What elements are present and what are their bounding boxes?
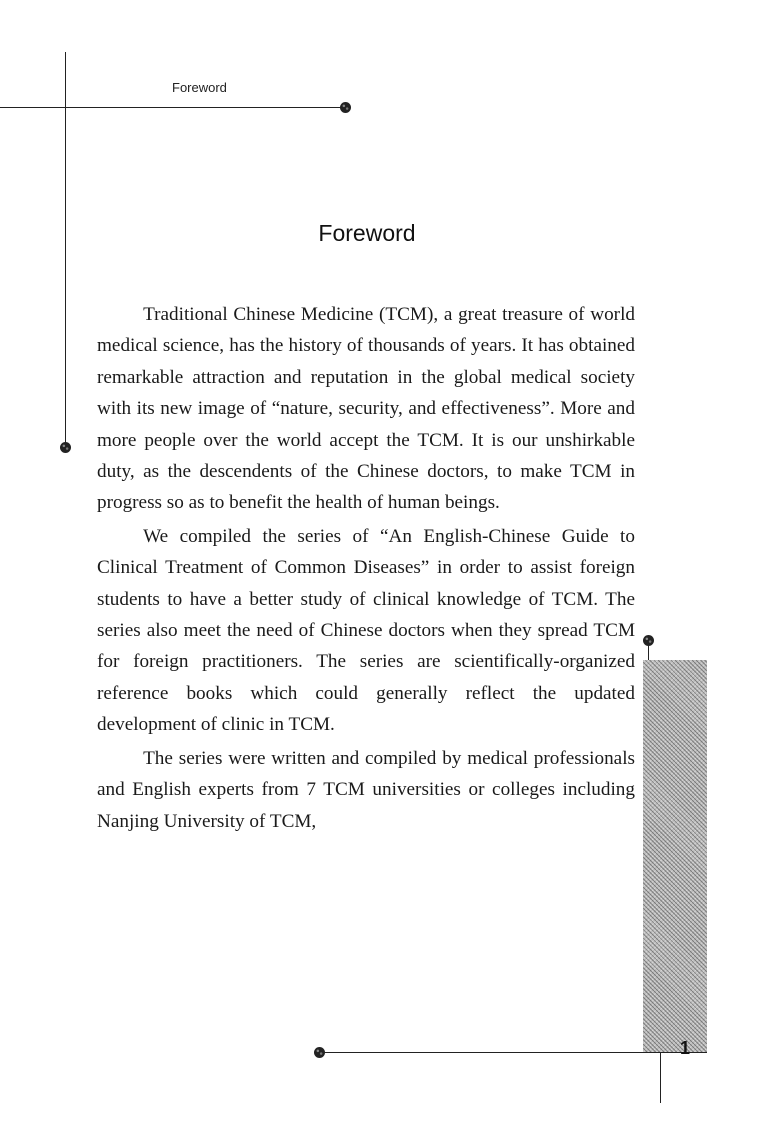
footer-rule	[320, 1052, 707, 1053]
page-title: Foreword	[318, 220, 416, 246]
side-tab-dot	[643, 635, 654, 646]
page-number-rule	[660, 1053, 661, 1103]
paragraph-2: We compiled the series of “An English-Chinese Guide to Clinical Treatment of Common Diseases” in order to assist foreign students to have a better study of clinical knowledge of TCM. The series also meet the need of Chinese doctors when they spread TCM for foreign practitioners. The series are scientifically-organized reference books which could generally reflect the updated development of clinic in TCM.	[97, 525, 635, 736]
side-tab-pattern	[643, 660, 707, 1053]
footer-rule-dot	[314, 1047, 325, 1058]
header-rule	[0, 107, 345, 108]
paragraph-3: The series were written and compiled by medical professionals and English experts from 7 TCM universities or colleges including Nanjing University of TCM,	[97, 747, 635, 832]
body-text	[97, 299, 635, 837]
header-rule-dot	[340, 102, 351, 113]
page-number: 1	[680, 1038, 691, 1058]
running-head: Foreword	[172, 80, 227, 95]
left-vertical-rule	[65, 52, 66, 446]
paragraph-1: Traditional Chinese Medicine (TCM), a great treasure of world medical science, has the history of thousands of years. It has obtained remarkable attraction and reputation in the global medical society with its new image of “nature, security, and effectiveness”. More and more people over the world accept the TCM. It is our unshirkable duty, as the descendents of the Chinese doctors, to make TCM in progress so as to benefit the health of human beings.	[97, 304, 635, 514]
left-rule-dot	[60, 442, 71, 453]
